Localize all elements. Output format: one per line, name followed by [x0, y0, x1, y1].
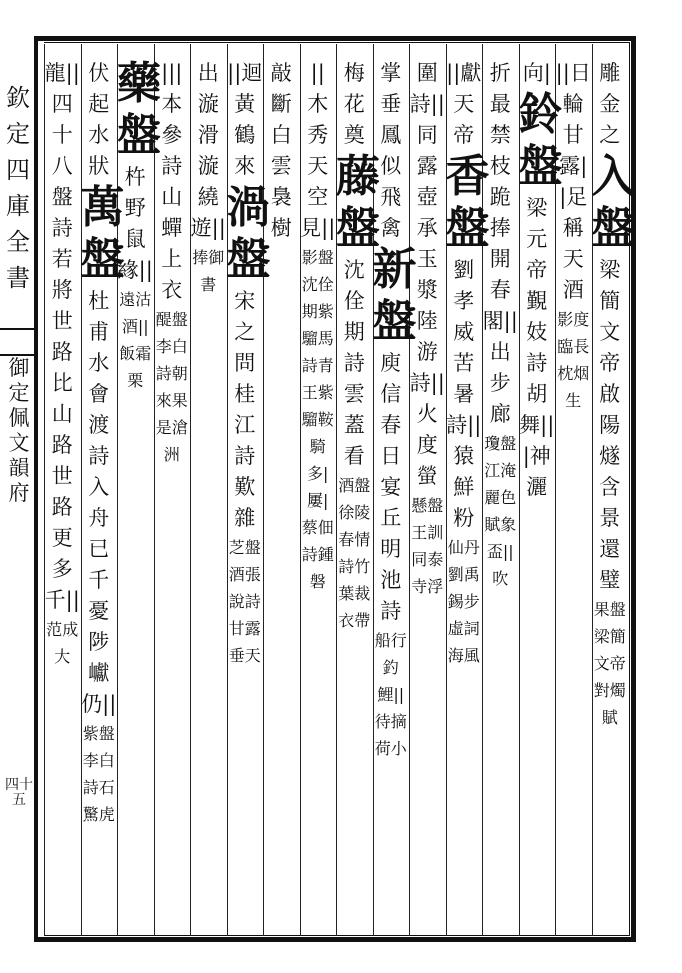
column-text — [80, 58, 125, 828]
column-tail: 仙丹劉禹錫步虛詞海風 — [447, 538, 480, 665]
column-tail: 酒盤徐陵春情詩竹葉裁衣帶 — [338, 476, 371, 630]
column-text — [300, 58, 337, 595]
margin-book-title: 御定佩文韻府 — [8, 356, 30, 505]
column-pre: 折最禁枝跪捧 — [489, 61, 511, 240]
column-post: 四十八盤詩若將世路比山路世路更多千|| — [44, 92, 80, 612]
column-post: 杵野鼠緣|| — [117, 165, 153, 282]
text-column — [263, 44, 300, 936]
margin-title: 欽定四庫全書 — [6, 84, 30, 292]
column-tail: 醍盤李白詩朝來果是滄洲 — [155, 310, 188, 464]
text-column — [44, 44, 81, 936]
column-text — [591, 58, 636, 731]
column-pre: 圍詩||同露 — [409, 61, 445, 178]
column-pre: || — [310, 61, 325, 85]
column-tail: 影盤沈佺期紫騮馬詩青王紫騮鞍騎多|屢|蔡佃詩鍾磐 — [301, 248, 334, 591]
column-head: 香盤 — [445, 151, 490, 254]
column-head: 藤盤 — [336, 151, 380, 254]
column-text — [190, 58, 227, 298]
column-pre: 向| — [522, 61, 551, 85]
column-post: |足稱天酒 — [559, 185, 588, 302]
column-pre: ||| — [161, 61, 183, 85]
text-column — [226, 44, 271, 936]
column-tail: 懸盤王訓同泰寺浮 — [411, 496, 444, 596]
column-head: 新盤 — [372, 244, 417, 347]
folio-number: 四十五 — [5, 777, 33, 808]
column-post: 劉孝威苦暑詩||猿鮮粉 — [446, 258, 482, 530]
column-head: 渦盤 — [226, 182, 271, 285]
column-text — [336, 58, 380, 634]
text-column — [409, 44, 446, 936]
column-pre: 龍|| — [44, 61, 80, 85]
text-column — [80, 44, 125, 936]
column-tail: 紫盤李白詩石驚虎 — [82, 724, 115, 824]
column-post: 庾信春日宴丘明池詩 — [380, 351, 402, 623]
column-head: 鈴盤 — [518, 89, 563, 192]
column-post: 梁元帝覲妓詩胡舞|||神灑 — [519, 196, 555, 499]
column-tail: 芝盤酒張說詩甘露垂天 — [228, 538, 261, 665]
column-tail: 瓊盤江淹麗色賦象盃||吹 — [484, 434, 517, 588]
column-pre: 掌垂鳳似飛禽 — [380, 61, 402, 240]
column-post: 本參詩山蟬上衣 — [161, 92, 183, 302]
column-text — [445, 58, 490, 669]
column-text — [482, 58, 519, 592]
text-column — [336, 44, 380, 936]
text-column — [591, 44, 636, 936]
column-tail: 影度臨長枕烟生 — [557, 310, 590, 410]
column-post: 杜甫水會渡詩入舟已千憂陟巘仍|| — [81, 289, 117, 716]
text-column — [154, 44, 191, 936]
column-post: 木秀天空見|| — [300, 92, 336, 240]
text-column — [190, 44, 227, 936]
column-text — [226, 58, 271, 669]
text-column — [445, 44, 490, 936]
column-pre: ||獻天帝 — [446, 61, 482, 147]
column-tail: 船行釣鯉||待摘荷小 — [374, 631, 407, 758]
column-pre: 梅花奠 — [343, 61, 365, 147]
column-post: 梁簡文帝啟陽燧含景還璧 — [599, 258, 621, 592]
column-text — [44, 58, 81, 670]
column-head: 藥盤 — [117, 58, 161, 161]
column-pre: 雕金之 — [599, 61, 621, 147]
column-pre: 伏起水狀 — [88, 61, 110, 178]
text-column — [518, 44, 563, 936]
column-post: 出漩滑漩繞遊|| — [190, 61, 226, 240]
column-post: 壺承玉漿陸游詩||火度螢 — [409, 185, 445, 488]
column-post: 沈佺期詩雲蓋看 — [343, 258, 365, 468]
column-head: 入盤 — [591, 151, 636, 254]
column-head: 萬盤 — [80, 182, 125, 285]
text-column — [117, 44, 161, 936]
column-pre: ||迴黃鶴來 — [227, 61, 263, 178]
column-post: 裊樹 — [270, 185, 292, 240]
column-post: 宋之問桂江詩歎雜 — [234, 289, 256, 530]
column-pre: 敲斷白雲 — [270, 61, 292, 178]
column-text — [518, 58, 563, 503]
column-tail: 果盤梁簡文帝對燭賦 — [593, 600, 626, 727]
column-tail: 捧御書 — [192, 248, 225, 294]
column-tail: 范成大 — [46, 620, 79, 666]
text-column — [300, 44, 337, 936]
margin-divider — [0, 328, 38, 356]
column-pre: ||日輪甘露| — [555, 61, 591, 178]
column-tail: 遠沽酒||飯霜栗 — [119, 290, 152, 390]
column-post: 開春閣||出步廊 — [482, 247, 518, 426]
margin-strip — [0, 36, 38, 942]
